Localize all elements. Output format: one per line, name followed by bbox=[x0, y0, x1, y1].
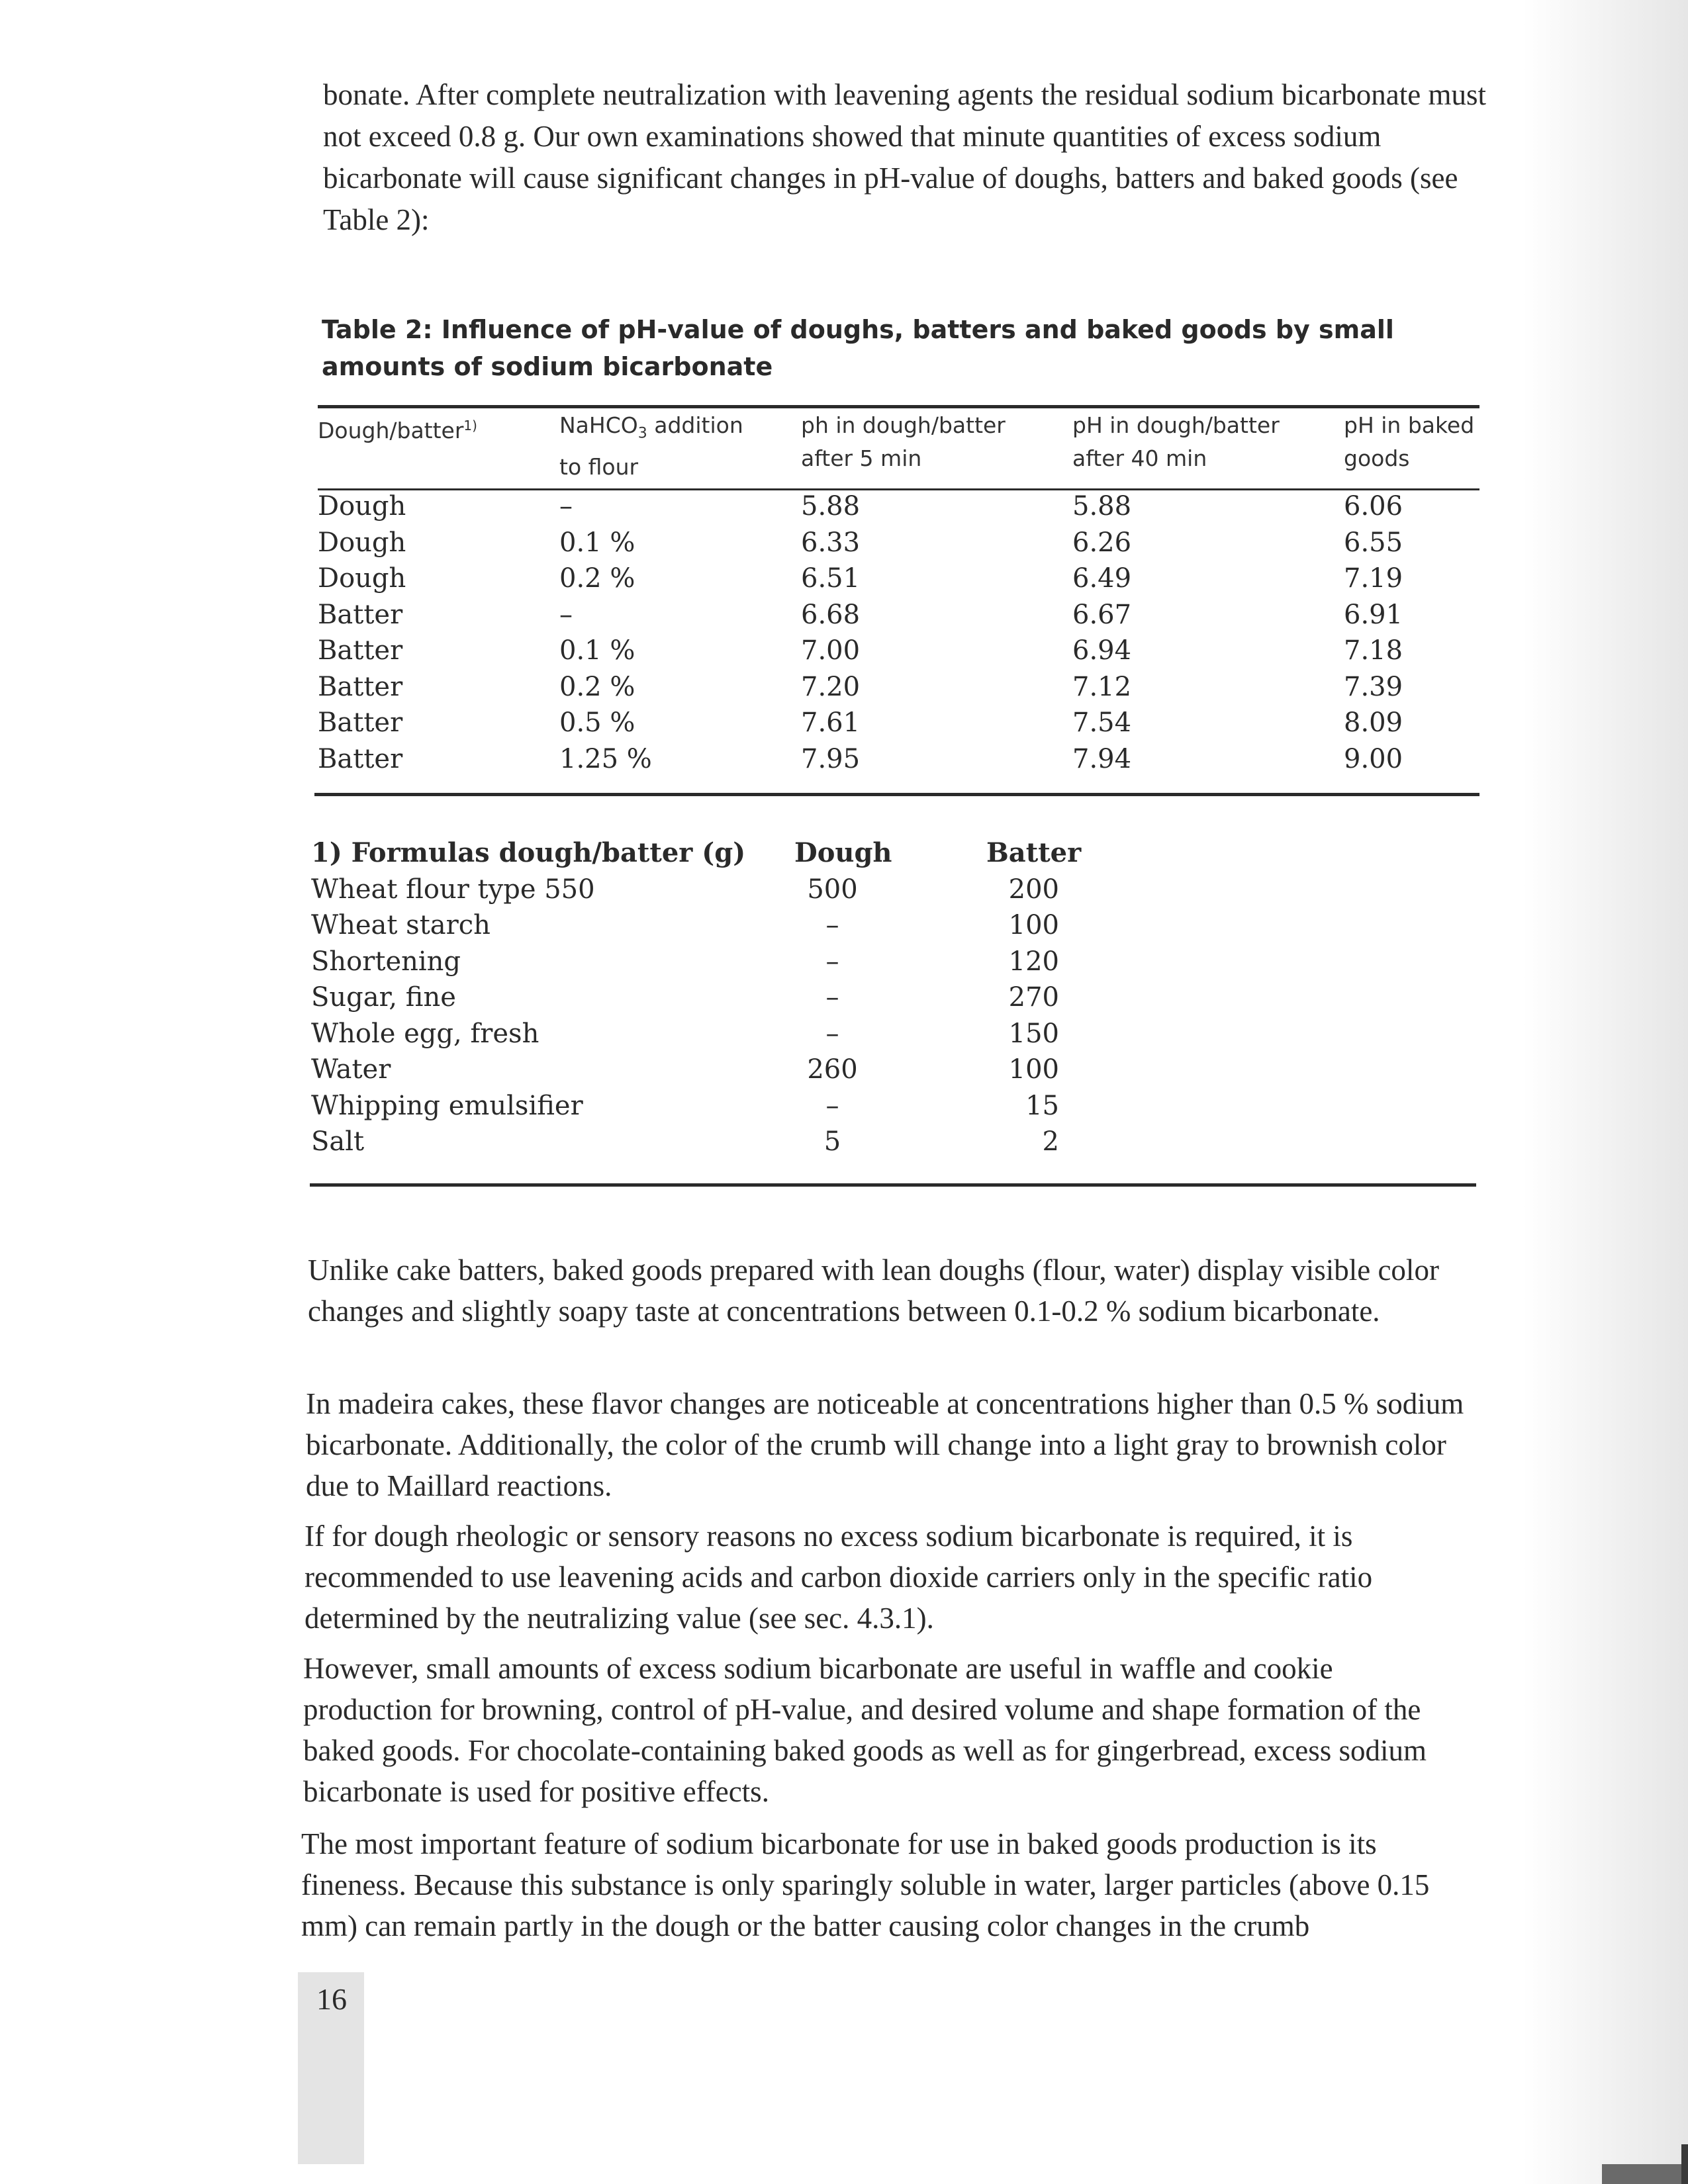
table-row bbox=[318, 705, 1476, 741]
table-top-rule bbox=[318, 405, 1479, 408]
formula-row bbox=[311, 944, 1105, 980]
cell-ph-40min: 6.26 bbox=[1072, 527, 1132, 558]
formula-batter-amount: 150 bbox=[1008, 1018, 1059, 1049]
cell-ph-5min: 7.00 bbox=[801, 635, 861, 666]
formulas-header bbox=[311, 835, 1105, 872]
cell-ph-40min: 7.54 bbox=[1072, 707, 1132, 738]
header-nahco3: NaHCO$_3$ addition to flour bbox=[559, 412, 743, 480]
cell-nahco3: 0.5 % bbox=[559, 707, 635, 738]
table-row bbox=[318, 633, 1476, 669]
cell-type: Batter bbox=[318, 671, 403, 702]
cell-ph-5min: 5.88 bbox=[801, 491, 861, 522]
table-row bbox=[318, 525, 1476, 561]
formulas-bottom-rule bbox=[310, 1183, 1476, 1187]
formula-row bbox=[311, 907, 1105, 944]
formula-row bbox=[311, 979, 1105, 1016]
scan-corner-mark bbox=[1602, 2164, 1688, 2184]
paragraph-leavening-ratio: If for dough rheologic or sensory reasons no excess sodium bicarbonate is required, it is recommended to use leavening acids and carbon dioxide carriers only in the specific ratio determined by the neutralizing value (see sec. 4.3.1). bbox=[305, 1520, 1373, 1635]
cell-ph-baked: 6.91 bbox=[1344, 599, 1403, 630]
page-number-tab bbox=[298, 1972, 364, 2164]
table-caption: Table 2: Influence of pH-value of doughs, batters and baked goods by small amounts of sodium bicarbonate bbox=[322, 315, 1394, 381]
formula-batter-amount: 270 bbox=[1008, 982, 1059, 1013]
cell-nahco3: 0.2 % bbox=[559, 671, 635, 702]
cell-ph-40min: 6.67 bbox=[1072, 599, 1132, 630]
header-dough-batter: Dough/batter$^{1)}$ bbox=[318, 418, 477, 443]
formula-dough-amount: – bbox=[825, 910, 839, 940]
paragraph-waffle-cookie: However, small amounts of excess sodium bicarbonate are useful in waffle and cookie production for browning, control of pH-value, and desired volume and shape formation of the baked goods. For chocolate-containing baked goods as well as for gingerbread, excess sodium bicarbonate is used for positive effects. bbox=[303, 1652, 1427, 1808]
cell-ph-baked: 9.00 bbox=[1344, 743, 1403, 774]
cell-ph-40min: 7.12 bbox=[1072, 671, 1132, 702]
cell-ph-40min: 6.94 bbox=[1072, 635, 1132, 666]
formulas-col-dough: Dough bbox=[794, 837, 892, 868]
table-body bbox=[318, 488, 1476, 777]
cell-type: Batter bbox=[318, 743, 403, 774]
formulas-col-batter: Batter bbox=[986, 837, 1082, 868]
formula-ingredient: Shortening bbox=[311, 946, 461, 977]
formula-row bbox=[311, 872, 1105, 908]
cell-ph-5min: 6.33 bbox=[801, 527, 861, 558]
cell-nahco3: 0.1 % bbox=[559, 527, 635, 558]
page-number: 16 bbox=[316, 1982, 347, 2016]
formula-dough-amount: 500 bbox=[807, 874, 858, 905]
cell-ph-5min: 6.68 bbox=[801, 599, 861, 630]
formula-dough-amount: – bbox=[825, 982, 839, 1013]
header-ph-baked: pH in baked goods bbox=[1344, 412, 1475, 471]
cell-nahco3: – bbox=[559, 599, 573, 630]
paragraph-madeira-cakes: In madeira cakes, these flavor changes are noticeable at concentrations higher than 0.5 % sodium bicarbonate. Additionally, the color of the crumb will change into a light gray to brownish color due to Maillard reactions. bbox=[306, 1387, 1464, 1502]
formula-row bbox=[311, 1124, 1105, 1160]
cell-type: Batter bbox=[318, 635, 403, 666]
formula-row bbox=[311, 1088, 1105, 1124]
formulas-title: 1) Formulas dough/batter (g) bbox=[311, 837, 746, 868]
formula-dough-amount: – bbox=[825, 946, 839, 977]
cell-ph-baked: 7.39 bbox=[1344, 671, 1403, 702]
cell-ph-40min: 5.88 bbox=[1072, 491, 1132, 522]
formulas-table bbox=[311, 835, 1105, 1160]
formula-batter-amount: 100 bbox=[1008, 910, 1059, 940]
formula-ingredient: Water bbox=[311, 1054, 391, 1085]
cell-ph-5min: 7.61 bbox=[801, 707, 861, 738]
cell-ph-5min: 7.20 bbox=[801, 671, 861, 702]
cell-ph-5min: 6.51 bbox=[801, 563, 861, 594]
formula-ingredient: Whole egg, fresh bbox=[311, 1018, 539, 1049]
formula-dough-amount: – bbox=[825, 1090, 839, 1121]
cell-type: Batter bbox=[318, 707, 403, 738]
table-row bbox=[318, 669, 1476, 705]
cell-nahco3: – bbox=[559, 491, 573, 522]
cell-ph-baked: 6.06 bbox=[1344, 491, 1403, 522]
paragraph-fineness: The most important feature of sodium bicarbonate for use in baked goods production is its fineness. Because this substance is only sparingly soluble in water, larger particles (above 0.15 mm) can remain partly in the dough or the batter causing color changes in the crumb bbox=[301, 1827, 1430, 1942]
cell-ph-baked: 7.19 bbox=[1344, 563, 1403, 594]
table-row bbox=[318, 488, 1476, 525]
cell-type: Dough bbox=[318, 527, 406, 558]
table-bottom-rule bbox=[314, 793, 1479, 796]
formula-ingredient: Whipping emulsifier bbox=[311, 1090, 583, 1121]
scan-edge-bar bbox=[1681, 2144, 1688, 2184]
formula-ingredient: Sugar, fine bbox=[311, 982, 456, 1013]
cell-nahco3: 0.2 % bbox=[559, 563, 635, 594]
formula-ingredient: Wheat flour type 550 bbox=[311, 874, 595, 905]
formula-batter-amount: 2 bbox=[1042, 1126, 1059, 1157]
intro-paragraph: bonate. After complete neutralization with leavening agents the residual sodium bicarbonate must not exceed 0.8 g. Our own examinations showed that minute quantities of excess sodium bicarbonate will cause significant changes in pH-value of doughs, batters and baked goods (see Table 2): bbox=[323, 78, 1486, 236]
table-row bbox=[318, 597, 1476, 633]
table-row bbox=[318, 741, 1476, 778]
formula-batter-amount: 15 bbox=[1025, 1090, 1059, 1121]
cell-ph-baked: 6.55 bbox=[1344, 527, 1403, 558]
formula-dough-amount: 260 bbox=[807, 1054, 858, 1085]
formula-ingredient: Salt bbox=[311, 1126, 365, 1157]
page-edge-shadow bbox=[1523, 0, 1688, 2184]
cell-nahco3: 0.1 % bbox=[559, 635, 635, 666]
formula-row bbox=[311, 1016, 1105, 1052]
formula-batter-amount: 120 bbox=[1008, 946, 1059, 977]
formula-batter-amount: 100 bbox=[1008, 1054, 1059, 1085]
formula-row bbox=[311, 1052, 1105, 1088]
cell-ph-40min: 7.94 bbox=[1072, 743, 1132, 774]
cell-type: Dough bbox=[318, 563, 406, 594]
formula-dough-amount: – bbox=[825, 1018, 839, 1049]
paragraph-lean-doughs: Unlike cake batters, baked goods prepared with lean doughs (flour, water) display visible color changes and slightly soapy taste at concentrations between 0.1-0.2 % sodium bicarbonate. bbox=[308, 1253, 1439, 1328]
cell-ph-baked: 8.09 bbox=[1344, 707, 1403, 738]
formula-dough-amount: 5 bbox=[823, 1126, 841, 1157]
cell-type: Dough bbox=[318, 491, 406, 522]
header-ph-5min: ph in dough/batter after 5 min bbox=[801, 412, 1006, 471]
cell-ph-40min: 6.49 bbox=[1072, 563, 1132, 594]
cell-nahco3: 1.25 % bbox=[559, 743, 652, 774]
cell-ph-5min: 7.95 bbox=[801, 743, 861, 774]
formula-batter-amount: 200 bbox=[1008, 874, 1059, 905]
header-ph-40min: pH in dough/batter after 40 min bbox=[1072, 412, 1280, 471]
table-row bbox=[318, 561, 1476, 597]
cell-type: Batter bbox=[318, 599, 403, 630]
formula-ingredient: Wheat starch bbox=[311, 910, 491, 940]
cell-ph-baked: 7.18 bbox=[1344, 635, 1403, 666]
